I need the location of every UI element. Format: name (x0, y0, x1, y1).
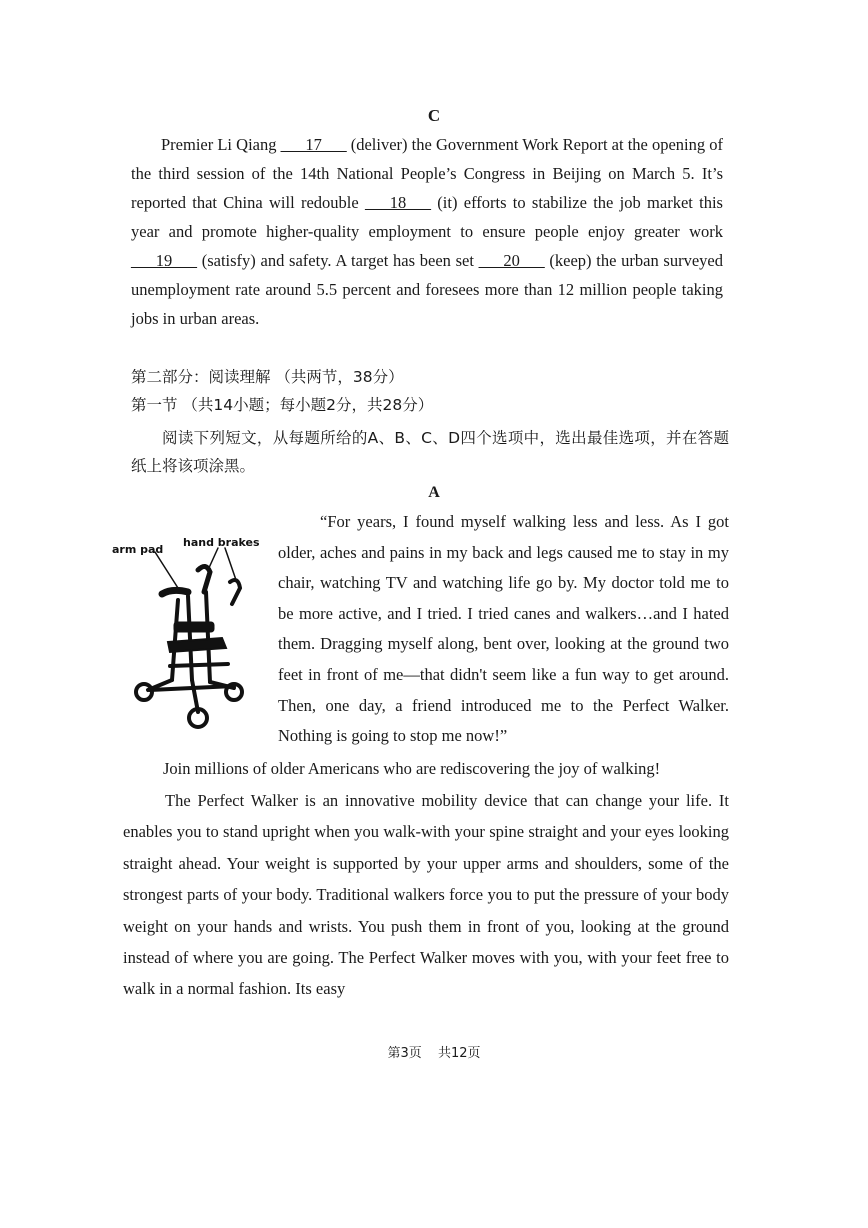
text-segment: Premier Li Qiang (161, 135, 281, 154)
blank-18: ___18___ (365, 193, 431, 212)
section-c-heading: C (427, 106, 441, 125)
total-pages: 共12页 (437, 1046, 481, 1061)
blank-17: ___17___ (280, 135, 347, 154)
page-number: 第3页 (387, 1046, 422, 1061)
text-segment: (deliver) the Government Work Report at the opening of the third session of the 14th National People’s Congress in Beijing on March 5. It’s reported that China will redouble (131, 135, 724, 212)
reading-instructions: 阅读下列短文，从每题所给的A、B、C、D四个选项中，选出最佳选项，并在答题纸上将该项涂黑。 (131, 429, 729, 475)
page-footer (0, 1042, 868, 1061)
blank-19: ___19___ (131, 251, 197, 270)
section-one-heading: 第一节 （共14小题；每小题2分，共28分） (131, 396, 434, 414)
slogan-line: Join millions of older Americans who are rediscovering the joy of walking! (163, 759, 661, 778)
walker-drawing (110, 530, 282, 740)
testimonial-text: “For years, I found myself walking less and less. As I got older, aches and pains in my back and legs caused me to stay in my chair, watching TV and watching life go by. My doctor told me to be more active, and I tried. I tried canes and walkers…and I hated them. Dragging myself along, bent over, looking at the ground two feet in front of me—that didn't seem like a fun way to get around. Then, one day, a friend introduced me to the Perfect Walker. Nothing is going to stop me now!” (278, 512, 729, 746)
blank-20: ___20___ (478, 251, 545, 270)
hand-brakes-label: hand brakes (183, 536, 260, 549)
passage-a-heading: A (428, 484, 440, 501)
text-segment: (it) efforts to stabilize the job market this year and promote higher-quality employment to ensure people enjoy greater work (131, 193, 723, 241)
testimonial-paragraph (278, 507, 729, 752)
walker-illustration (110, 530, 282, 740)
text-segment: (keep) the urban surveyed unemployment rate around 5.5 percent and foresees more than 12 million people taking jobs in urban areas. (131, 251, 723, 328)
product-description-paragraph: The Perfect Walker is an innovative mobility device that can change your life. It enables you to stand upright when you walk-with your spine straight and your eyes looking straight ahead. Your weight is supported by your upper arms and shoulders, some of the strongest parts of your body. Traditional walkers force you to put the pressure of your body weight on your hands and wrists. You push them in front of you, looking at the ground instead of where you are going. The Perfect Walker moves with you, with your feet free to walk in a normal fashion. Its easy (123, 791, 729, 999)
grammar-fill-paragraph (131, 130, 723, 333)
part-two-heading: 第二部分：阅读理解 （共两节，38分） (131, 368, 404, 386)
text-segment: (satisfy) and safety. A target has been set (197, 251, 479, 270)
arm-pad-label: arm pad (112, 543, 164, 556)
